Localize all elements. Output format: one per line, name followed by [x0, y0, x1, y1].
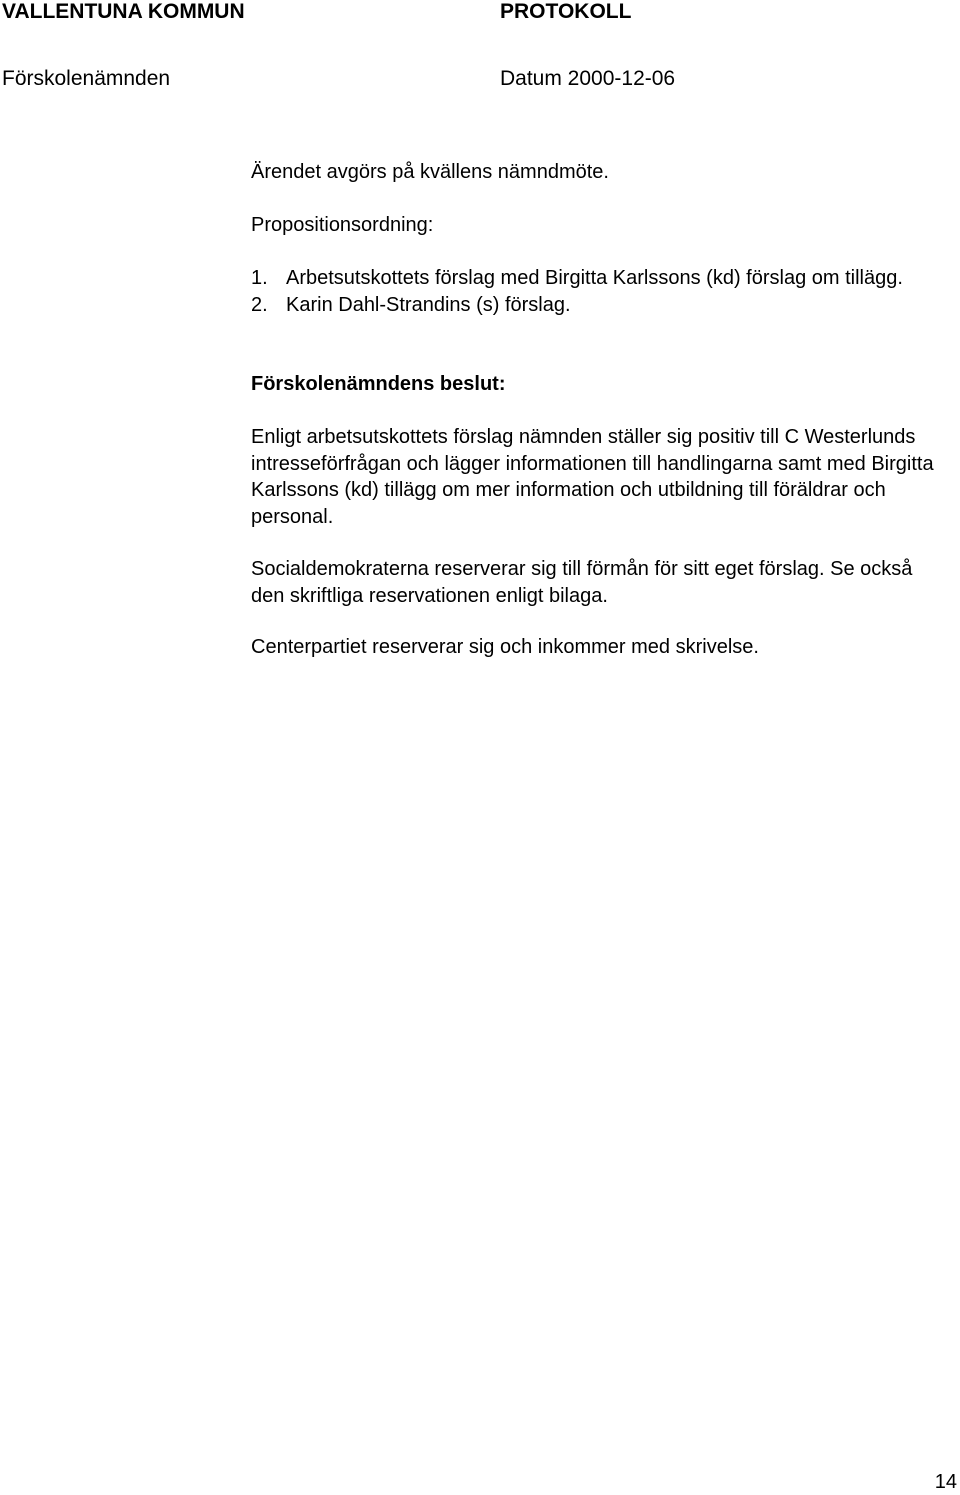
- proposition-label: Propositionsordning:: [251, 214, 434, 236]
- proposition-list: [251, 265, 951, 318]
- organization-name: VALLENTUNA KOMMUN: [2, 0, 245, 23]
- list-item: [251, 265, 951, 292]
- document-date: Datum 2000-12-06: [500, 67, 676, 90]
- decision-paragraph: Enligt arbetsutskottets förslag nämnden ställer sig positiv till C Westerlunds intresseförfrågan och lägger informationen till handlingarna samt med Birgitta Karlssons (kd) tillägg om mer information och utbildning till föräldrar och personal.: [251, 426, 934, 528]
- page-number: 14: [934, 1471, 957, 1493]
- decision-heading: Förskolenämndens beslut:: [251, 373, 506, 395]
- reservation-social-democrats: Socialdemokraterna reserverar sig till förmån för sitt eget förslag. Se också den skriftliga reservationen enligt bilaga.: [251, 558, 913, 607]
- reservation-centre-party: Centerpartiet reserverar sig och inkommer med skrivelse.: [251, 636, 759, 658]
- document-type: PROTOKOLL: [500, 0, 632, 23]
- committee-name: Förskolenämnden: [2, 67, 171, 90]
- list-item-number: 2.: [251, 293, 268, 316]
- list-item-number: 1.: [251, 267, 268, 289]
- intro-paragraph: Ärendet avgörs på kvällens nämndmöte.: [251, 161, 609, 183]
- list-item-text: Karin Dahl-Strandins (s) förslag.: [286, 293, 571, 316]
- list-item-text: Arbetsutskottets förslag med Birgitta Karlssons (kd) förslag om tillägg.: [286, 267, 903, 289]
- list-item: [251, 292, 951, 319]
